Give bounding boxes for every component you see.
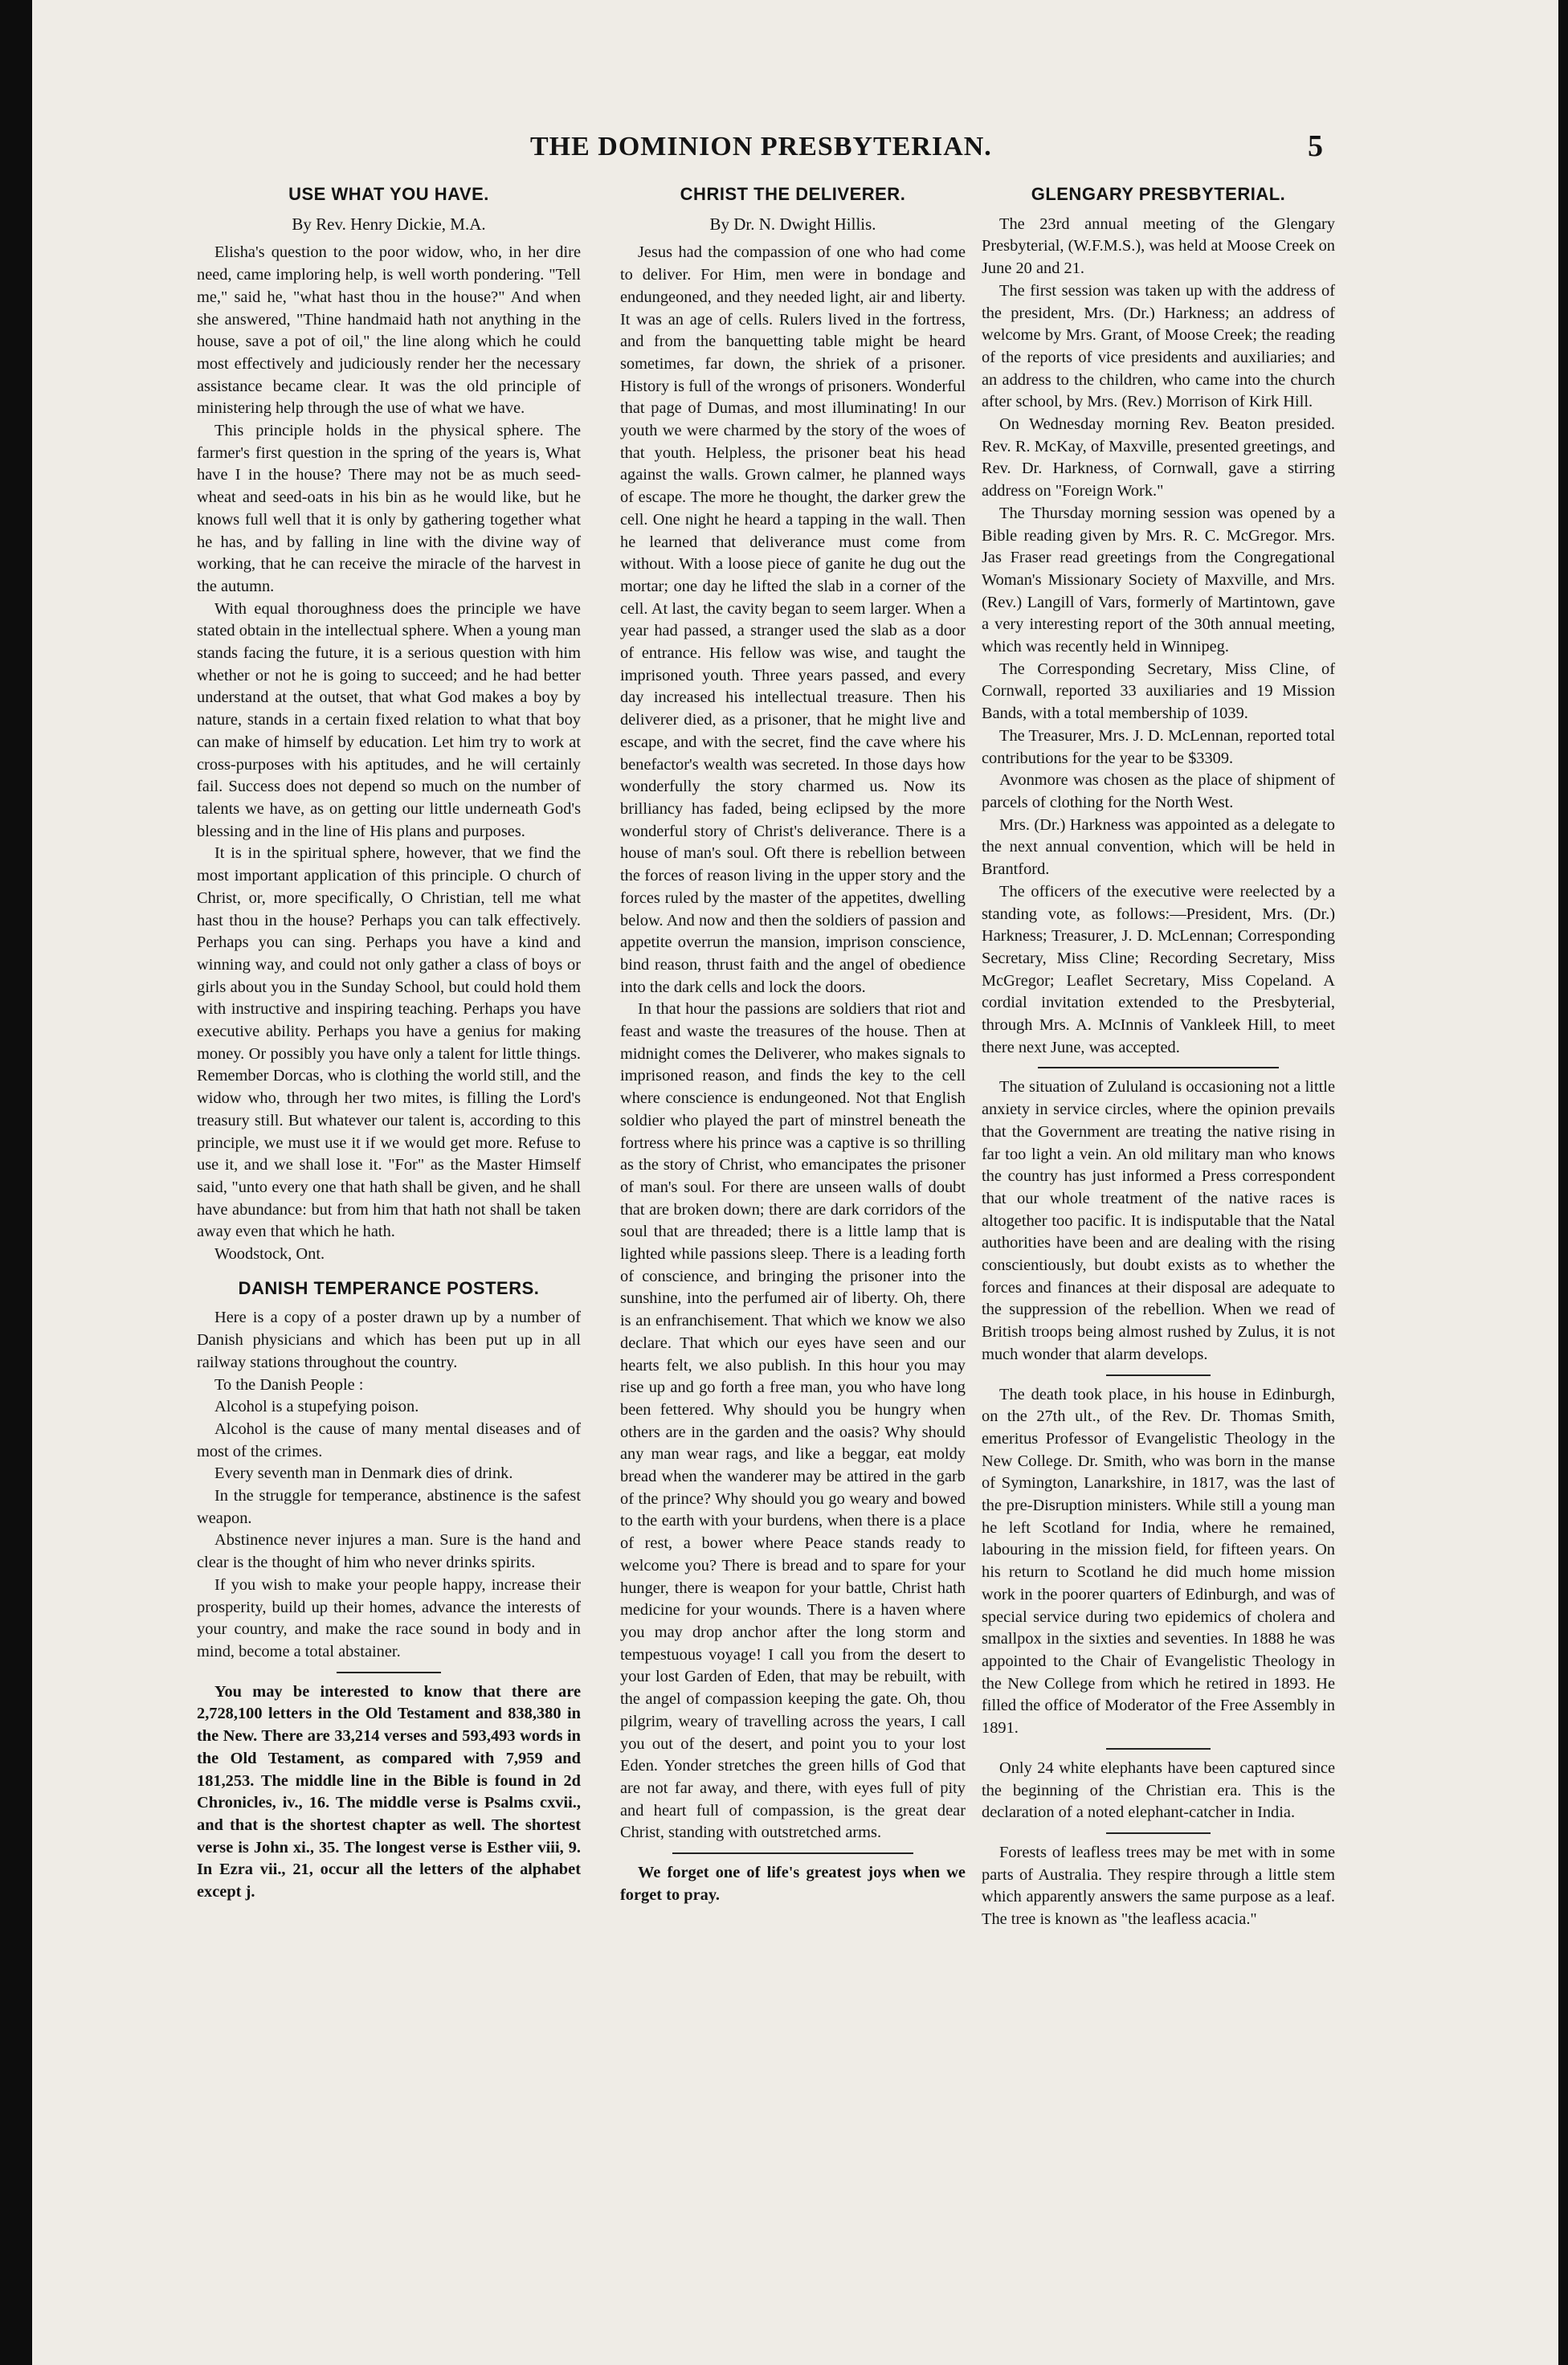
newspaper-page [32, 0, 1558, 2365]
divider [1106, 1374, 1211, 1376]
column-3 [982, 178, 1335, 1931]
paragraph-bible-facts: You may be interested to know that there are 2,728,100 letters in the Old Testament and 838,380 in the New. There are 33,214 verses and 593,493 words in the Old Testament, as compared with 7,959 and 181,253. The middle line in the Bible is found in 2d Chronicles, iv., 16. The middle verse is Psalms cxvii., and that is the shortest chapter as well. The shortest verse is John xi., 35. The longest verse is Esther viii, 9. In Ezra vii., 21, occur all the letters of the alphabet except j. [197, 1682, 581, 1901]
divider [672, 1852, 913, 1854]
divider [1038, 1067, 1279, 1068]
paragraph-forests: Forests of leafless trees may be met with in some parts of Australia. They respire through a little stem which apparently answers the same purpose as a leaf. The tree is known as "the leafless acacia." [982, 1843, 1335, 1929]
paragraph: The 23rd annual meeting of the Glengary Presbyterial, (W.F.M.S.), was held at Moose Creek on June 20 and 21. [982, 214, 1335, 278]
paragraph: The Thursday morning session was opened by a Bible reading given by Mrs. R. C. McGregor. Mrs. Jas Fraser read greetings from the Congregational Woman's Missionary Society of Maxville, and Mrs. (Rev.) Langill of Vars, formerly of Martintown, gave a very interesting report of the 30th annual meeting, which was recently held in Winnipeg. [982, 504, 1335, 656]
paragraph-obituary: The death took place, in his house in Edinburgh, on the 27th ult., of the Rev. Dr. Thomas Smith, emeritus Professor of Evangelistic Theology in the New College. Dr. Smith, who was born in the manse of Symington, Lanarkshire, in 1817, was the last of the pre-Disruption ministers. While still a young man he left Scotland for India, where he remained, labouring in the mission field, for fifteen years. On his return to Scotland he did much home mission work in the poorer quarters of Edinburgh, and was of special service during two epidemics of cholera and smallpox in the sixties and seventies. In 1888 he was appointed to the Chair of Evangelistic Theology in the New College from which he retired in 1893. He filled the office of Moderator of the Free Assembly in 1891. [982, 1385, 1335, 1738]
paragraph: If you wish to make your people happy, increase their prosperity, build up their homes, advance the interests of your country, and make the race sound in body and in mind, become a total abstainer. [197, 1575, 581, 1660]
paragraph: Avonmore was chosen as the place of shipment of parcels of clothing for the North West. [982, 771, 1335, 811]
byline-hillis: By Dr. N. Dwight Hillis. [709, 214, 876, 234]
paragraph: Elisha's question to the poor widow, who, in her dire need, came imploring help, is well worth pondering. "Tell me," said he, "what hast thou in the house?" And when she answered, "Thine handmaid hath not anything in the house, save a pot of oil," the line along which he could most effectively and judiciously render her the necessary assistance became clear. It was the old principle of ministering help through the use of what we have. [197, 243, 581, 418]
divider [337, 1672, 441, 1673]
paragraph: It is in the spiritual sphere, however, that we find the most important application of this principle. O church of Christ, or, more specifically, O Christian, tell me what hast thou in the house? Perhaps you can talk effectively. Perhaps you can sing. Perhaps you have a kind and winning way, and could not only gather a class of boys or girls about you in the Sunday School, but could hold them with instructive and inspiring teaching. Perhaps you have executive ability. Perhaps you have a genius for making money. Or possibly you have only a talent for little things. Remember Dorcas, who is clothing the world still, and the widow who, through her two mites, is filling the Lord's treasury still. But whatever our talent is, according to this principle, we must use it if we would get more. Refuse to use it, and we shall lose it. "For" as the Master Himself said, "unto every one that hath shall be given, and he shall have abundance: but from him that hath not shall be taken away even that which he hath. [197, 844, 581, 1241]
paragraph-prayer-note: We forget one of life's greatest joys when we forget to pray. [620, 1864, 966, 1904]
paragraph: Jesus had the compassion of one who had come to deliver. For Him, men were in bondage and endungeoned, and they needed light, air and liberty. It was an age of cells. Rulers lived in the fortress, and from the banquetting table might be heard sometimes, far down, the shriek of a prisoner. History is full of the wrongs of prisoners. Wonderful that page of Dumas, and most illuminating! In our youth we were charmed by the story of the woes of that youth. Helpless, the prisoner beat his head against the walls. Grown calmer, he planned ways of escape. The more he thought, the darker grew the cell. One night he heard a tapping in the wall. Then he learned that deliverance must come from without. With a loose piece of ganite he dug out the mortar; one day he lifted the slab in a corner of the cell. At last, the cavity began to seem larger. When a year had passed, a stranger used the slab as a door of entrance. His fellow was wise, and taught the imprisoned youth. Three years passed, and every day increased his intellectual treasure. Then his deliverer died, as a prisoner, that he might live and escape, and with the secret, find the cave where his benefactor's wealth was secreted. In those days how wonderfully the story charmed us. Now its brilliancy has faded, being eclipsed by the more wonderful story of Christ's deliverance. There is a house of man's soul. Oft there is rebellion between the forces of reason living in the upper story and the forces ruled by the master of the appetites, dwelling below. And now and then the soldiers of passion and appetite overrun the mansion, imprison conscience, bind reason, thrust faith and the angel of obedience into the dark cells and lock the doors. [620, 243, 966, 996]
column-1 [197, 178, 581, 1904]
paragraph: The officers of the executive were reelected by a standing vote, as follows:—President, Mrs. (Dr.) Harkness; Treasurer, J. D. McLennan; Corresponding Secretary, Miss Cline; Recording Secretary, Miss McGregor; Leaflet Secretary, Miss Copeland. A cordial invitation extended to the Presbyterial, through Mrs. A. McInnis of Vankleek Hill, to meet there next June, was accepted. [982, 882, 1335, 1056]
article-heading-christ-the-deliverer: CHRIST THE DELIVERER. [680, 184, 906, 204]
byline-dickie: By Rev. Henry Dickie, M.A. [292, 214, 486, 234]
page-number: 5 [1308, 129, 1323, 163]
divider [1106, 1832, 1211, 1834]
divider [1106, 1748, 1211, 1750]
masthead-title: THE DOMINION PRESBYTERIAN. [530, 132, 992, 161]
paragraph: To the Danish People : [214, 1375, 364, 1394]
paragraph: On Wednesday morning Rev. Beaton presided. Rev. R. McKay, of Maxville, presented greetings, and Rev. Dr. Harkness, of Cornwall, gave a stirring address on "Foreign Work." [982, 415, 1335, 500]
paragraph: In that hour the passions are soldiers that riot and feast and waste the treasures of the house. Then at midnight comes the Deliverer, who makes signals to imprisoned reason, and finds the key to the cell where conscience is endungeoned. Not that English soldier who played the part of minstrel beneath the fortress where his prince was a captive is so thrilling as the story of Christ, who emancipates the prisoner of man's soul. For there are unseen walls of doubt that are broken down; there are dark corridors of the soul that are threaded; there is a little lamp that is lighted while passions sleep. There is a leading forth of conscience, and bringing the prisoner into the sunshine, into the perfumed air of liberty. Oh, there is an enfranchisement. That which we know we also declare. That which our eyes have seen and our hearts felt, we also publish. In this hour you may rise up and go forth a free man, you who have long been fettered. Why should you be hungry when others are in the garden and the oasis? Why should any man wear rags, and like a beggar, eat moldy bread when the wanderer may be attired in the garb of the prince? Why should you go weary and bowed to the earth with your burdens, when there is a place of rest, a bower where Peace stands ready to welcome you? There is bread and to spare for your hunger, there is weapon for your battle, Christ hath medicine for your wounds. There is a haven where you may drop anchor after the long storm and tempestuous voyage! I call you from the desert to your lost Garden of Eden, that may be rebuilt, with the angel of compassion keeping the gate. Oh, thou pilgrim, weary of travelling across the years, I call you out of the desert, and point you to your lost Eden. Yonder stretches the green hills of God that are not far away, and there, with eyes full of pity and heart full of compassion, is the great dear Christ, standing with outstretched arms. [620, 1000, 966, 1842]
article-heading-use-what-you-have: USE WHAT YOU HAVE. [288, 184, 489, 204]
signature-location: Woodstock, Ont. [214, 1245, 325, 1264]
paragraph: The first session was taken up with the address of the president, Mrs. (Dr.) Harkness; an address of welcome by Mrs. Grant, of Moose Creek; the reading of the reports of vice presidents and auxiliaries; and an address to the children, who came into the church after school, by Mrs. (Rev.) Morrison of Kirk Hill. [982, 281, 1335, 411]
paragraph: Here is a copy of a poster drawn up by a number of Danish physicians and which has been put up in all railway stations throughout the country. [197, 1309, 581, 1371]
paragraph-elephants: Only 24 white elephants have been captured since the beginning of the Christian era. This is the declaration of a noted elephant-catcher in India. [982, 1758, 1335, 1822]
paragraph: Alcohol is a stupefying poison. [214, 1398, 419, 1416]
paragraph: The Corresponding Secretary, Miss Cline, of Cornwall, reported 33 auxiliaries and 19 Mission Bands, with a total membership of 1039. [982, 660, 1335, 723]
masthead [32, 129, 1558, 169]
paragraph-zululand: The situation of Zululand is occasioning not a little anxiety in service circles, where the opinion prevails that the Government are treating the native rising in far too light a vein. An old military man who knows the country has just informed a Press correspondent that our whole treatment of the native races is altogether too pacific. It is indisputable that the Natal authorities have been and are dealing with the rising conscientiously, but doubt exists as to whether the forces and finances at their disposal are adequate to the suppression of the rebellion. When we read of British troops being almost rushed by Zulus, it is not much wonder that alarm develops. [982, 1078, 1335, 1363]
paragraph: This principle holds in the physical sphere. The farmer's first question in the spring of the years is, What have I in the house? There may not be as much seed-wheat and seed-oats in his bin as he would like, but he knows full well that it is only by gathering together what he has, and by falling in line with the divine way of working, that he can receive the miracle of the harvest in the autumn. [197, 422, 581, 595]
paragraph: With equal thoroughness does the principle we have stated obtain in the intellectual sphere. When a young man stands facing the future, it is a serious question with him whether or not he is going to succeed; and he had better understand at the outset, that what God makes a boy by nature, stands in a certain fixed relation to what that boy can make of himself by education. Let him try to work at cross-purposes with his aptitudes, and he will certainly fail. Success does not depend so much on the number of talents we have, as on getting our little underneath God's blessing and in the line of His plans and purposes. [197, 599, 581, 840]
article-heading-danish-temperance: DANISH TEMPERANCE POSTERS. [238, 1277, 540, 1298]
paragraph: Alcohol is the cause of many mental diseases and of most of the crimes. [197, 1419, 581, 1460]
paragraph: Every seventh man in Denmark dies of drink. [214, 1464, 513, 1483]
paragraph: Mrs. (Dr.) Harkness was appointed as a delegate to the next annual convention, which will be held in Brantford. [982, 815, 1335, 879]
column-2 [620, 178, 966, 1906]
paragraph: The Treasurer, Mrs. J. D. McLennan, reported total contributions for the year to be $3309. [982, 726, 1335, 767]
paragraph: In the struggle for temperance, abstinence is the safest weapon. [197, 1487, 581, 1527]
article-heading-glengary-presbyterial: GLENGARY PRESBYTERIAL. [1031, 184, 1286, 204]
paragraph: Abstinence never injures a man. Sure is the hand and clear is the thought of him who never drinks spirits. [197, 1531, 581, 1572]
